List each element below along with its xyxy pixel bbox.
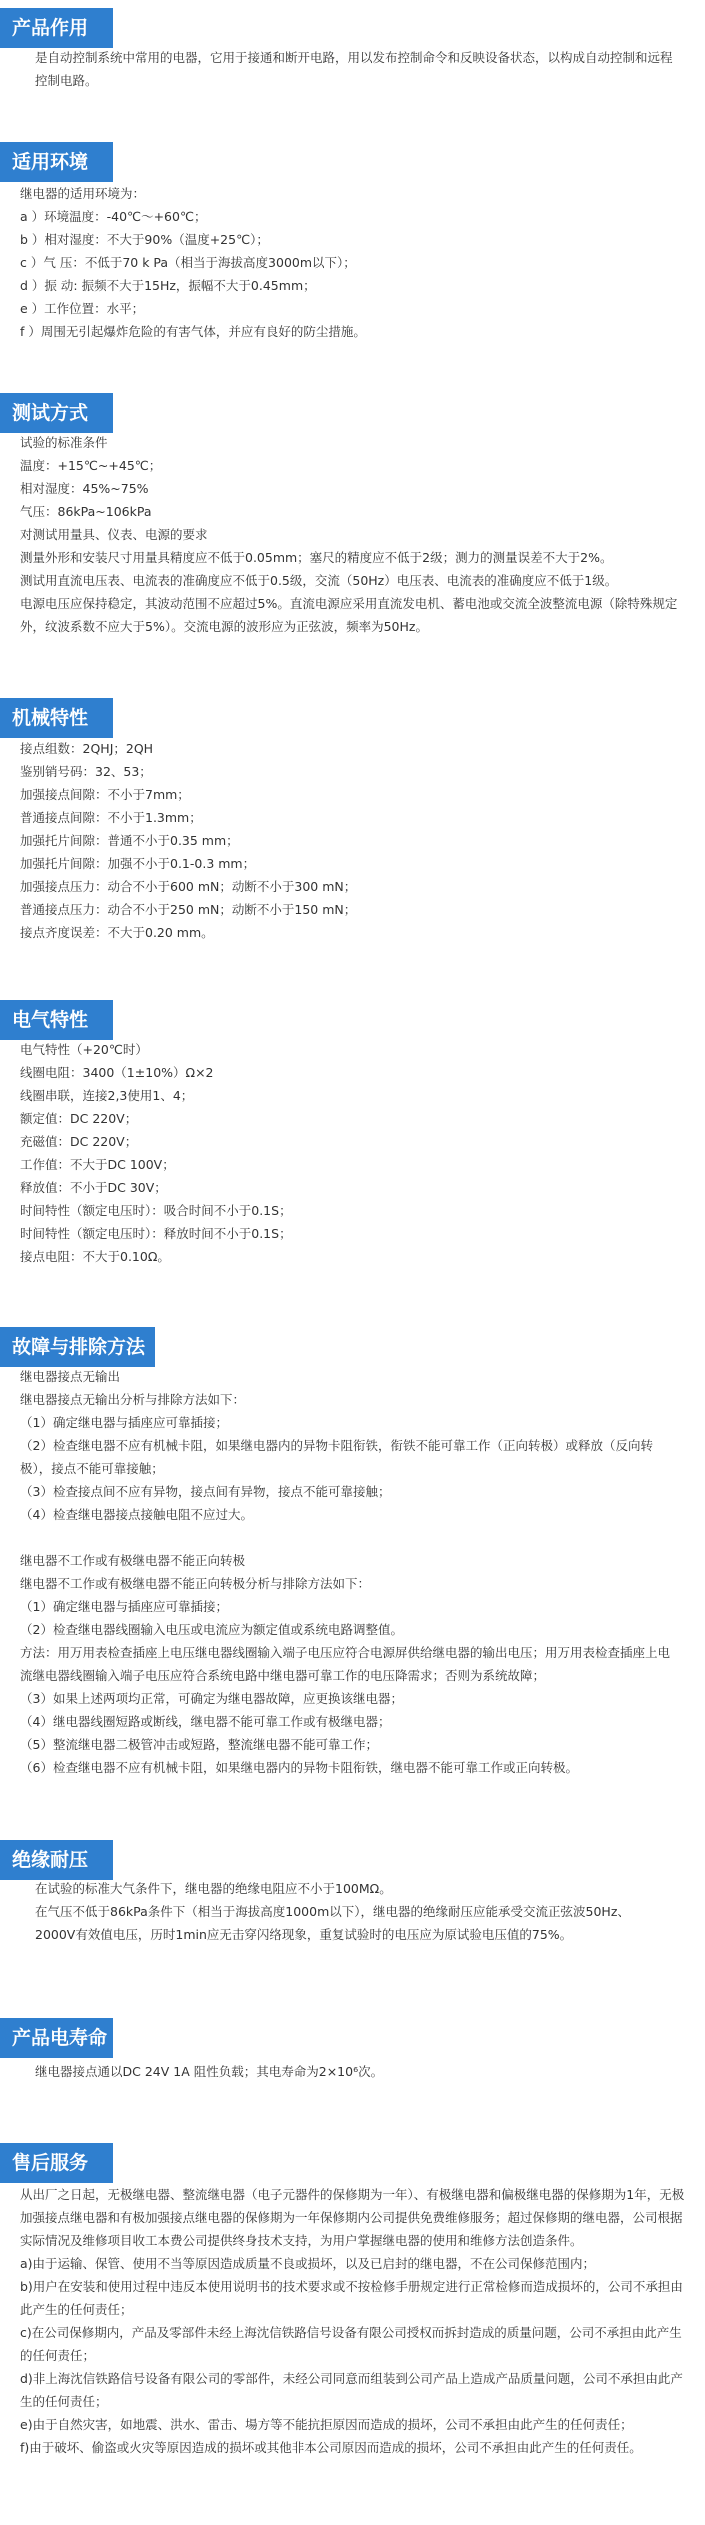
- section-line: f)由于破坏、偷盗或火灾等原因造成的损坏或其他非本公司原因而造成的损坏，公司不承担由此产生的任何责任。: [20, 2440, 642, 2455]
- section-line: 温度：+15℃~+45℃；: [20, 458, 162, 473]
- section-line: 继电器的适用环境为：: [20, 186, 146, 201]
- section-title-after-sales: 售后服务: [0, 2143, 113, 2183]
- section-line: e ）工作位置：水平；: [20, 301, 145, 316]
- section-line: 加强托片间隙：加强不小于0.1-0.3 mm；: [20, 856, 256, 871]
- section-line: （5）整流继电器二极管冲击或短路，整流继电器不能可靠工作；: [20, 1737, 378, 1752]
- section-line: 接点电阻：不大于0.10Ω。: [20, 1249, 170, 1264]
- section-line: 电源电压应保持稳定，其波动范围不应超过5%。直流电源应采用直流发电机、蓄电池或交流全波整流电源（除特殊规定外，纹波系数不应大于5%）。交流电源的波形应为正弦波，频率为50Hz。: [20, 596, 678, 634]
- section-line: 对测试用量具、仪表、电源的要求: [20, 527, 208, 542]
- section-line: c ）气 压：不低于70 k Pa（相当于海拔高度3000m以下）；: [20, 255, 356, 270]
- section-line: 鉴别销号码：32、53；: [20, 764, 152, 779]
- section-line: 继电器不工作或有极继电器不能正向转极: [20, 1553, 246, 1568]
- section-title-insulation: 绝缘耐压: [0, 1840, 113, 1880]
- section-line: 加强接点压力：动合不小于600 mN；动断不小于300 mN；: [20, 879, 357, 894]
- section-line: 线圈串联，连接2,3使用1、4；: [20, 1088, 194, 1103]
- section-title-troubleshooting: 故障与排除方法: [0, 1327, 155, 1367]
- section-line: c)在公司保修期内，产品及零部件未经上海沈信铁路信号设备有限公司授权而拆封造成的质量问题，公司不承担由此产生的任何责任；: [20, 2325, 682, 2363]
- section-line: 测试用直流电压表、电流表的准确度应不低于0.5级，交流（50Hz）电压表、电流表的准确度应不低于1级。: [20, 573, 618, 588]
- section-line: 方法：用万用表检查插座上电压继电器线圈输入端子电压应符合电源屏供给继电器的输出电压；用万用表检查插座上电流继电器线圈输入端子电压应符合系统电路中继电器可靠工作的电压降需求；否则为系统故障；: [20, 1645, 671, 1683]
- section-title-environment: 适用环境: [0, 142, 113, 182]
- section-line: d)非上海沈信铁路信号设备有限公司的零部件，未经公司同意而组装到公司产品上造成产品质量问题，公司不承担由此产生的任何责任；: [20, 2371, 683, 2409]
- section-line: 气压：86kPa~106kPa: [20, 504, 152, 519]
- section-line: （2）检查继电器不应有机械卡阻，如果继电器内的异物卡阻衔铁，衔铁不能可靠工作（正向转极）或释放（反向转极），接点不能可靠接触；: [20, 1438, 653, 1476]
- section-line: （3）检查接点间不应有异物，接点间有异物，接点不能可靠接触；: [20, 1484, 391, 1499]
- section-line: 继电器不工作或有极继电器不能正向转极分析与排除方法如下：: [20, 1576, 371, 1591]
- section-line: 加强接点间隙：不小于7mm；: [20, 787, 190, 802]
- section-line: d ）振 动: 振频不大于15Hz，振幅不大于0.45mm；: [20, 278, 316, 293]
- section-line: （1）确定继电器与插座应可靠插接；: [20, 1599, 228, 1614]
- section-line: （3）如果上述两项均正常，可确定为继电器故障，应更换该继电器；: [20, 1691, 403, 1706]
- section-line: 测量外形和安装尺寸用量具精度应不低于0.05mm；塞尺的精度应不低于2级；测力的测量误差不大于2%。: [20, 550, 613, 565]
- section-line: 在气压不低于86kPa条件下（相当于海拔高度1000m以下），继电器的绝缘耐压应能承受交流正弦波50Hz、2000V有效值电压，历时1min应无击穿闪络现象，重复试验时的电压应为原试验电压值的75%。: [35, 1904, 630, 1942]
- section-title-product-function: 产品作用: [0, 8, 113, 48]
- section-line: 接点组数：2QHJ；2QH: [20, 741, 154, 756]
- section-title-test-method: 测试方式: [0, 393, 113, 433]
- section-line: a ）环境温度：-40℃～+60℃；: [20, 209, 207, 224]
- section-line: （4）检查继电器接点接触电阻不应过大。: [20, 1507, 253, 1522]
- section-line: b ）相对湿度：不大于90%（温度+25℃）；: [20, 232, 269, 247]
- section-title-mechanical: 机械特性: [0, 698, 113, 738]
- section-line: （2）检查继电器线圈输入电压或电流应为额定值或系统电路调整值。: [20, 1622, 403, 1637]
- section-line: 工作值：不大于DC 100V；: [20, 1157, 175, 1172]
- section-line: 继电器接点无输出分析与排除方法如下：: [20, 1392, 246, 1407]
- section-line: 普通接点间隙：不小于1.3mm；: [20, 810, 202, 825]
- section-line: 试验的标准条件: [20, 435, 108, 450]
- section-line: （4）继电器线圈短路或断线，继电器不能可靠工作或有极继电器；: [20, 1714, 391, 1729]
- section-line: 充磁值：DC 220V；: [20, 1134, 138, 1149]
- section-line: 继电器接点通以DC 24V 1A 阻性负载；其电寿命为2×10⁶次。: [35, 2064, 384, 2079]
- section-line: f ）周围无引起爆炸危险的有害气体，并应有良好的防尘措施。: [20, 324, 366, 339]
- section-line: 释放值：不小于DC 30V；: [20, 1180, 167, 1195]
- section-line: 继电器接点无输出: [20, 1369, 121, 1384]
- section-line: 电气特性（+20℃时）: [20, 1042, 148, 1057]
- section-line: a)由于运输、保管、使用不当等原因造成质量不良或损坏，以及已启封的继电器，不在公司保修范围内；: [20, 2256, 596, 2271]
- section-line: 在试验的标准大气条件下，继电器的绝缘电阻应不小于100MΩ。: [35, 1881, 392, 1896]
- section-line: 时间特性（额定电压时）：释放时间不小于0.1S；: [20, 1226, 292, 1241]
- section-line: b)用户在安装和使用过程中违反本使用说明书的技术要求或不按检修手册规定进行正常检修而造成损坏的，公司不承担由此产生的任何责任；: [20, 2279, 683, 2317]
- section-line: 是自动控制系统中常用的电器，它用于接通和断开电路，用以发布控制命令和反映设备状态，以构成自动控制和远程控制电路。: [35, 50, 673, 88]
- section-line: 额定值：DC 220V；: [20, 1111, 138, 1126]
- section-line: 从出厂之日起，无极继电器、整流继电器（电子元器件的保修期为一年）、有极继电器和偏极继电器的保修期为1年，无极加强接点继电器和有极加强接点继电器的保修期为一年保修期内公司提供免费维修服务；超过保修期的继电器，公司根据实际情况及维修项目收工本费公司提供终身技术支持，为用户掌握继电器的使用和维修方法创造条件。: [20, 2187, 685, 2248]
- section-line: （1）确定继电器与插座应可靠插接；: [20, 1415, 228, 1430]
- section-line: 线圈电阻：3400（1±10%）Ω×2: [20, 1065, 214, 1080]
- section-line: 加强托片间隙：普通不小于0.35 mm；: [20, 833, 239, 848]
- section-line: （6）检查继电器不应有机械卡阻，如果继电器内的异物卡阻衔铁，继电器不能可靠工作或正向转极。: [20, 1760, 578, 1775]
- section-line: 时间特性（额定电压时）：吸合时间不小于0.1S；: [20, 1203, 292, 1218]
- section-line: 普通接点压力：动合不小于250 mN；动断不小于150 mN；: [20, 902, 357, 917]
- section-line: 相对湿度：45%~75%: [20, 481, 149, 496]
- section-line: e)由于自然灾害，如地震、洪水、雷击、場方等不能抗拒原因而造成的损坏，公司不承担由此产生的任何责任；: [20, 2417, 633, 2432]
- section-line: 接点齐度误差：不大于0.20 mm。: [20, 925, 214, 940]
- section-title-electrical: 电气特性: [0, 1000, 113, 1040]
- section-title-electrical-life: 产品电寿命: [0, 2018, 113, 2058]
